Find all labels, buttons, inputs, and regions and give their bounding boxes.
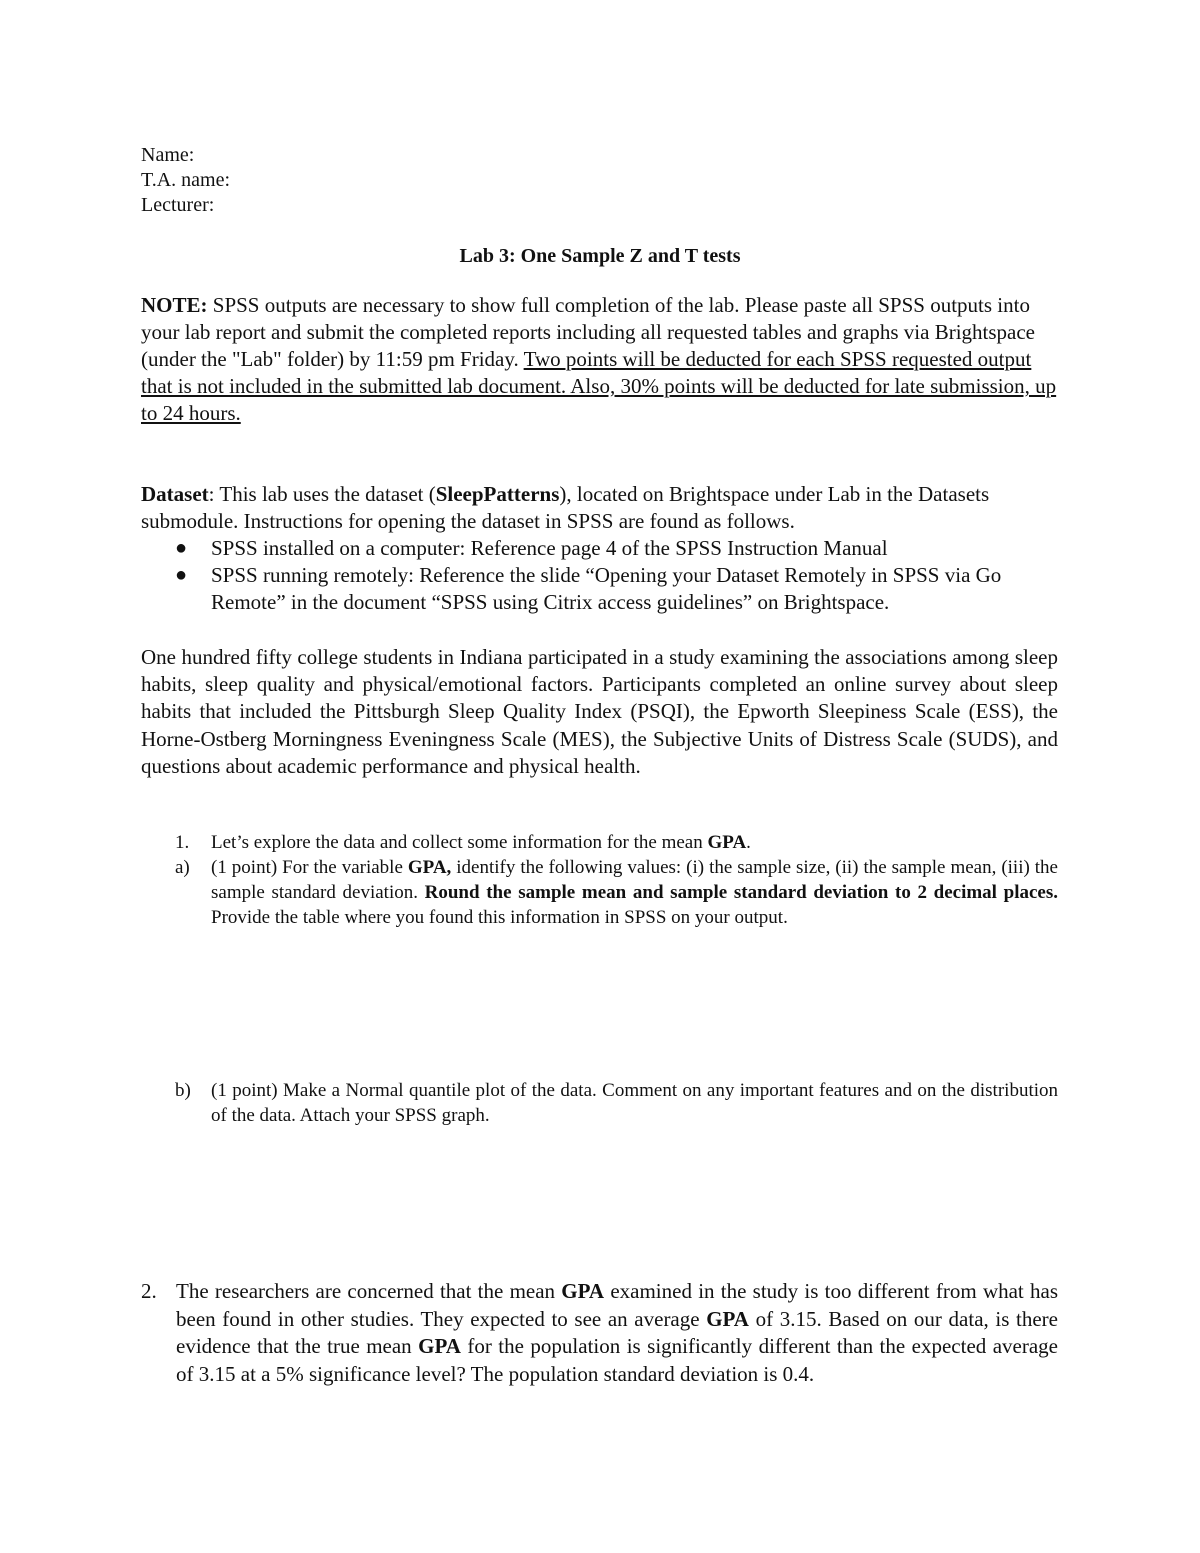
page-title: Lab 3: One Sample Z and T tests bbox=[459, 245, 741, 267]
question-2-bold-3: GPA bbox=[418, 1334, 461, 1358]
dataset-text-before: : This lab uses the dataset ( bbox=[208, 482, 436, 506]
dataset-paragraph bbox=[141, 481, 1058, 535]
dataset-label: Dataset bbox=[141, 482, 209, 506]
question-1a-bold-1: GPA, bbox=[407, 857, 452, 878]
question-1-end: . bbox=[746, 832, 751, 853]
bullet-icon: ● bbox=[175, 564, 188, 586]
question-1b-text: (1 point) Make a Normal quantile plot of the data. Comment on any important features and on the distribution of the data. Attach your SPSS graph. bbox=[211, 1080, 1058, 1126]
dataset-name: SleepPatterns bbox=[435, 482, 560, 506]
question-1b bbox=[141, 1078, 1058, 1128]
header-fields bbox=[141, 143, 1058, 218]
question-1b-prompt bbox=[141, 1078, 1058, 1128]
question-1a-letter: a) bbox=[175, 857, 190, 878]
list-item bbox=[141, 562, 1058, 616]
ta-name-label: T.A. name: bbox=[141, 169, 231, 191]
note-paragraph bbox=[141, 292, 1058, 427]
question-2-text-3: of 3.15. Based on our data, is there evidence that the true mean bbox=[176, 1306, 1058, 1358]
question-2-text-4: for the population is significantly different than the expected average of 3.15 at a 5% significance level? The population standard deviation is 0.4. bbox=[176, 1334, 1058, 1386]
question-2-text-2: examined in the study is too different from what has been found in other studies. They expected to see an average bbox=[176, 1279, 1059, 1331]
question-1b-letter: b) bbox=[175, 1080, 191, 1101]
question-2-bold-2: GPA bbox=[706, 1306, 749, 1331]
question-1-bold: GPA bbox=[707, 832, 747, 853]
bullet-text-remote: SPSS running remotely: Reference the slide “Opening your Dataset Remotely in SPSS via Go Remote” in the document “SPSS using Citrix access guidelines” on Brightspace. bbox=[211, 563, 1002, 614]
question-1a-text-2: identify the following values: (i) the sample size, (ii) the sample mean, (iii) the sample standard deviation. bbox=[211, 857, 1058, 903]
note-label: NOTE: bbox=[141, 293, 208, 317]
question-1-text: Let’s explore the data and collect some information for the mean bbox=[211, 832, 708, 853]
bullet-icon: ● bbox=[175, 537, 188, 559]
lecturer-label: Lecturer: bbox=[141, 194, 215, 216]
question-1 bbox=[141, 830, 1058, 855]
name-label: Name: bbox=[141, 144, 195, 166]
dataset-text-after: ), located on Brightspace under Lab in the Datasets submodule. Instructions for opening the dataset in SPSS are found as follows. bbox=[141, 482, 990, 533]
question-1a-prompt bbox=[141, 855, 1058, 930]
question-1a-bold-2: Round the sample mean and sample standard deviation to 2 decimal places. bbox=[424, 882, 1058, 903]
question-2-prompt bbox=[141, 1278, 1058, 1388]
question-2-bold-1: GPA bbox=[561, 1279, 605, 1303]
question-1a bbox=[141, 855, 1058, 930]
dataset-instructions-list bbox=[141, 535, 1058, 616]
note-penalty-text: Two points will be deducted for each SPSS requested output that is not included in the submitted lab document. Also, 30% points will be deducted for late submission, up to 24 hours. bbox=[141, 347, 1057, 425]
question-1a-text-3: Provide the table where you found this information in SPSS on your output. bbox=[211, 907, 788, 928]
question-1-prompt bbox=[141, 830, 1058, 855]
list-item bbox=[141, 535, 1058, 562]
question-2 bbox=[141, 1278, 1058, 1388]
note-text: SPSS outputs are necessary to show full completion of the lab. Please paste all SPSS outputs into your lab report and submit the completed reports including all requested tables and graphs via Brightspace (under the "Lab" folder) by 11:59 pm Friday. bbox=[141, 293, 1035, 371]
question-2-number: 2. bbox=[141, 1279, 157, 1303]
question-1-number: 1. bbox=[175, 832, 190, 853]
question-2-text-1: The researchers are concerned that the mean bbox=[176, 1279, 562, 1303]
study-description: One hundred fifty college students in Indiana participated in a study examining the associations among sleep habits, sleep quality and physical/emotional factors. Participants completed an online survey about sleep habits that included the Pittsburgh Sleep Quality Index (PSQI), the Epworth Sleepiness Scale (ESS), the Horne-Ostberg Morningness Eveningness Scale (MES), the Subjective Units of Distress Scale (SUDS), and questions about academic performance and physical health. bbox=[141, 645, 1058, 778]
question-1a-text-1: (1 point) For the variable bbox=[211, 857, 408, 878]
bullet-text-installed: SPSS installed on a computer: Reference page 4 of the SPSS Instruction Manual bbox=[211, 536, 888, 560]
